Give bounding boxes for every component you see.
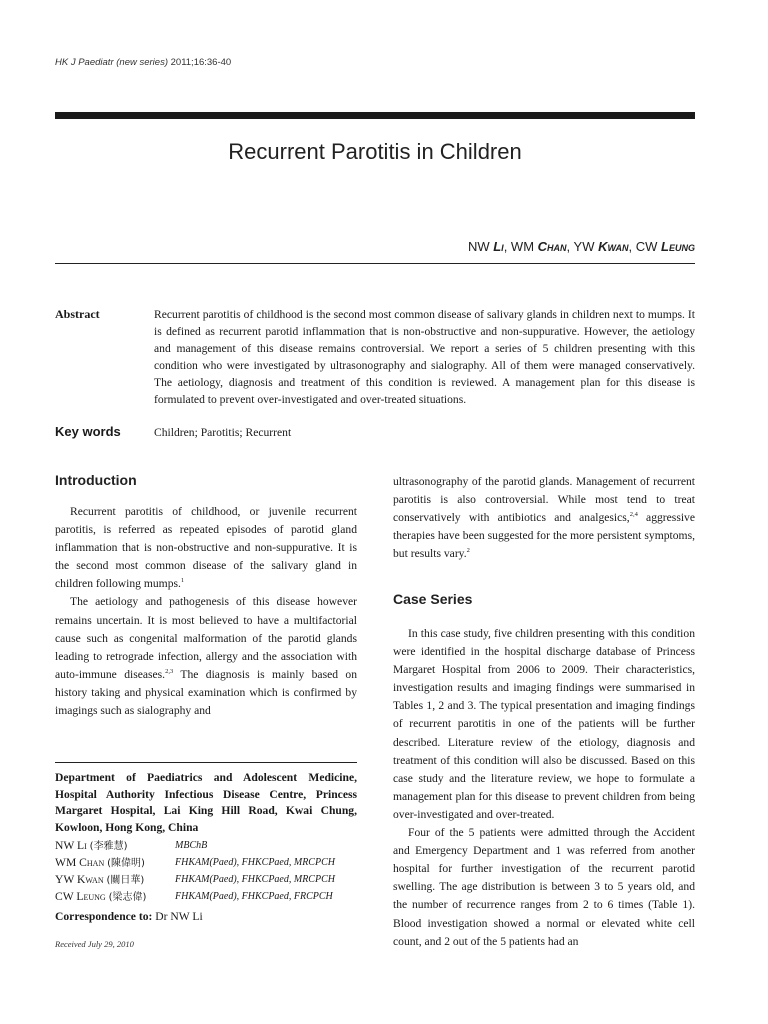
author-initials: YW [573, 239, 595, 254]
author-row [55, 889, 357, 906]
author-name: YW Kwan (關日華) [55, 873, 145, 886]
citation-ref: 2,3 [165, 667, 174, 675]
paragraph-text: The diagnosis is mainly based on history taking and physical examination which is confirmed by imagings such as sialography and [55, 667, 358, 718]
paragraph: Four of the 5 patients were admitted through the Accident and Emergency Department and 1 was referred from another hospital for further investigation of the recurrent parotid swelling. The age distribution is between 3 to 5 years old, and the number of recurrence ranges from 2 to 6 times (Table 1). Blood investigation showed a normal or elevated white cell count, and 2 out of the 5 patients had an [393, 826, 695, 948]
paragraph [55, 503, 357, 593]
correspondence-label: Correspondence to: [55, 910, 153, 923]
citation-ref: 2 [466, 547, 470, 555]
journal-volume: 2011;16:36-40 [167, 57, 232, 68]
case-series-heading: Case Series [393, 591, 473, 607]
affiliation-rule [55, 762, 357, 763]
keywords-label: Key words [55, 424, 121, 439]
author-line: NW Li, WM Chan, YW Kwan, CW Leung [467, 239, 695, 254]
paragraph-text: Recurrent parotitis of childhood, or juvenile recurrent parotitis, is referred as repeated episodes of parotid gland inflammation that is non-obstructive and non-suppurative. It is the second most common disease of the salivary gland in children following mumps. [55, 505, 357, 591]
citation-ref: 1 [180, 577, 185, 585]
chinese-name: (陳偉明) [107, 858, 145, 869]
author-row [55, 855, 357, 872]
article-title: Recurrent Parotitis in Children [228, 139, 522, 164]
paragraph-text: The aetiology and pathogenesis of this disease however remains uncertain. It is most believed to have a multifactorial cause such as congenital malformation of the parotid glands leading to retrograde infection, allergy and the association with auto-immune diseases. [55, 595, 357, 681]
journal-citation [55, 57, 231, 68]
paragraph-text: ultrasonography of the parotid glands. Management of recurrent parotitis is also controversial. While most tend to treat conservatively with antibiotics and analgesics, [393, 475, 695, 525]
paragraph: In this case study, five children presenting with this condition were identified in the hospital discharge database of Princess Margaret Hospital from 2006 to 2009. Their characteristics, investigation results and imaging findings were summarised in Tables 1, 2 and 3. The typical presentation and imaging findings of recurrent parotitis in one of the patients will be further described. Literature review of the etiology, diagnosis and treatment of this condition will also be discussed. Based on this case study and the literature review, we hope to formulate a management plan for this disease to prevent children from being over-investigated and over-treated. [393, 627, 695, 821]
author-details-table [55, 838, 357, 906]
qualifications: MBChB [175, 840, 208, 851]
author-surname: Kwan [598, 239, 629, 254]
author-surname: Leung [661, 239, 695, 254]
introduction-heading: Introduction [55, 472, 137, 488]
author-initials: CW [635, 239, 658, 254]
case-series-body [393, 625, 695, 951]
chinese-name: (關日華) [106, 875, 145, 886]
affiliation: Department of Paediatrics and Adolescent Medicine, Hospital Authority Infectious Disease Centre, Princess Margaret Hospital, Lai King Hill Road, Kwai Chung, Kowloon, Hong Kong, China [55, 771, 357, 834]
correspondence [55, 910, 203, 923]
author-initials: WM [510, 239, 535, 254]
author-row [55, 872, 357, 889]
qualifications: FHKAM(Paed), FHKCPaed, FRCPCH [175, 891, 333, 902]
author-surname: Chan [537, 239, 567, 254]
paragraph-text: aggressive therapies have been suggested for the more persistent symptoms, but results vary. [393, 511, 695, 561]
author-name: WM Chan (陳偉明) [55, 856, 145, 869]
qualifications: FHKAM(Paed), FHKCPaed, MRCPCH [175, 857, 335, 868]
author-rule [55, 263, 695, 264]
chinese-name: (李雅慧) [89, 841, 128, 852]
paragraph [393, 473, 695, 563]
citation-ref: 2,4 [629, 511, 638, 519]
paragraph [55, 593, 357, 720]
correspondence-name: Dr NW Li [152, 910, 203, 923]
header-rule [55, 112, 695, 119]
qualifications: FHKAM(Paed), FHKCPaed, MRCPCH [175, 874, 335, 885]
introduction-continued [393, 473, 695, 563]
journal-name: HK J Paediatr (new series) [55, 57, 168, 68]
author-row [55, 838, 357, 855]
author-surname: Li [493, 239, 504, 254]
introduction-body [55, 503, 357, 720]
keywords-text: Children; Parotitis; Recurrent [154, 426, 292, 439]
chinese-name: (梁志偉) [108, 892, 147, 903]
author-initials: NW [467, 239, 490, 254]
abstract-text: Recurrent parotitis of childhood is the second most common disease of salivary glands in children next to mumps. It is defined as recurrent parotid inflammation that is non-obstructive and non-suppurative. However, the aetiology and management of this disease remains controversial. We report a series of 5 children presenting with this condition who were investigated by ultrasonography and sialography. All of them were managed conservatively. The aetiology, diagnosis and treatment of this condition is reviewed. A management plan for this disease is formulated to prevent over-investigated and over-treated situations. [154, 308, 695, 406]
received-date: Received July 29, 2010 [55, 939, 134, 949]
author-name: NW Li (李雅慧) [55, 839, 128, 852]
abstract-label: Abstract [55, 307, 100, 321]
author-name: CW Leung (梁志偉) [55, 890, 147, 903]
